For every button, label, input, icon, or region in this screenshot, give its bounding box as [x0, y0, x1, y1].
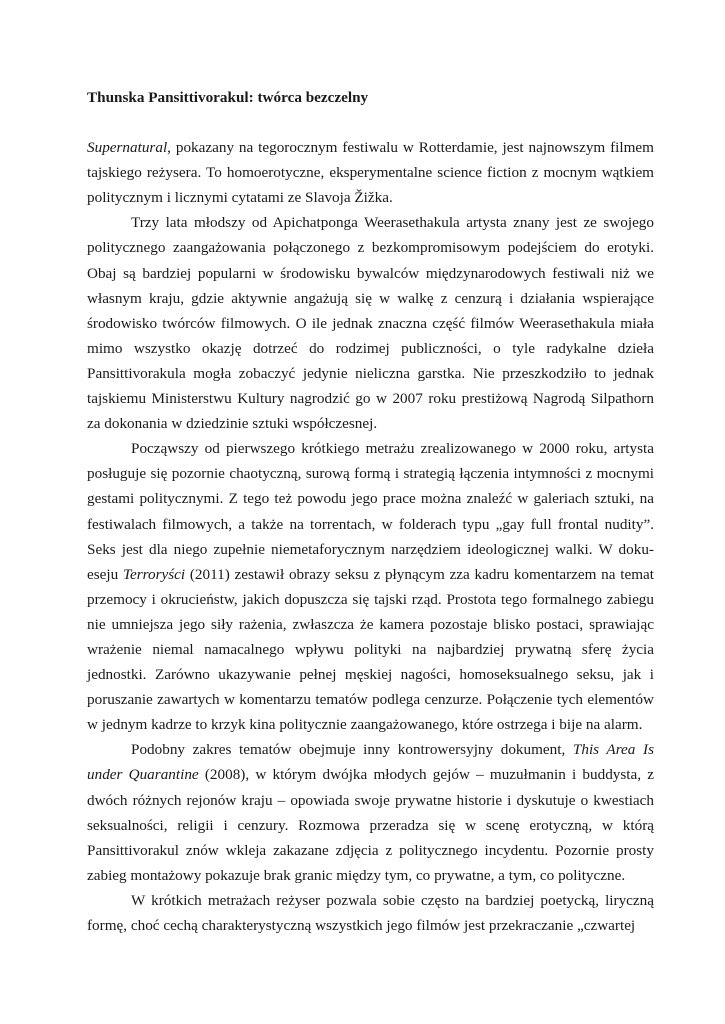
paragraph-1	[87, 135, 654, 210]
paragraph-4-text-b: (2008), w którym dwójka młodych gejów – muzułmanin i buddysta, z dwóch różnych rejonów kraju – opowiada swoje prywatne historie i dyskutuje o kwestiach seksualności, religii i cenzury. Rozmowa przeradza się w scenę erotyczną, w którą Pansittivorakul znów wkleja zakazane zdjęcia z politycznego incydentu. Pozornie prosty zabieg montażowy pokazuje brak granic między tym, co prywatne, a tym, co polityczne.	[87, 766, 654, 884]
paragraph-1-text: , pokazany na tegorocznym festiwalu w Rotterdamie, jest najnowszym filmem tajskiego reżysera. To homoerotyczne, eksperymentalne science fiction z mocnym wątkiem politycznym i licznymi cytatami ze Slavoja Žižka.	[87, 139, 654, 207]
paragraph-4	[87, 737, 654, 888]
film-title-terrorysci: Terroryści	[122, 565, 186, 583]
paragraph-3-text-a: Począwszy od pierwszego krótkiego metrażu zrealizowanego w 2000 roku, artysta posługuje się pozornie chaotyczną, surową formą i strategią łączenia intymności z mocnymi gestami politycznymi. Z tego też powodu jego prace można znaleźć w galeriach sztuki, na festiwalach filmowych, a także na torrentach, w folderach typu „gay full frontal nudity”. Seks jest dla niego zupełnie niemetaforycznym narzędziem ideologicznej walki. W doku-eseju	[87, 440, 654, 583]
film-title-quarantine: This Area Is under Quarantine	[87, 741, 654, 784]
paragraph-4-text-a: Podobny zakres tematów obejmuje inny kontrowersyjny dokument,	[131, 741, 573, 759]
paragraph-3-text-b: (2011) zestawił obrazy seksu z płynącym zza kadru komentarzem na temat przemocy i okrucieństw, jakich dopuszcza się tajski rząd. Prostota tego formalnego zabiegu nie umniejsza jego siły rażenia, zwłaszcza że kamera pozostaje blisko postaci, sprawiając wrażenie niemal namacalnego wpływu polityki na najbardziej prywatną sferę życia jednostki. Zarówno ukazywanie pełnej męskiej nagości, homoseksualnego seksu, jak i poruszanie zawartych w komentarzu tematów podlega cenzurze. Połączenie tych elementów w jednym kadrze to krzyk kina politycznie zaangażowanego, które ostrzega i bije na alarm.	[87, 565, 654, 734]
paragraph-5: W krótkich metrażach reżyser pozwala sobie często na bardziej poetycką, liryczną formę, choć cechą charakterystyczną wszystkich jego filmów jest przekraczanie „czwartej	[87, 891, 654, 934]
paragraph-3	[87, 436, 654, 737]
article-title: Thunska Pansittivorakul: twórca bezczelny	[87, 89, 369, 106]
paragraph-2: Trzy lata młodszy od Apichatponga Weerasethakula artysta znany jest ze swojego politycznego zaangażowania połączonego z bezkompromisowym podejściem do erotyki. Obaj są bardziej popularni w środowisku bywalców międzynarodowych festiwali niż we własnym kraju, gdzie aktywnie angażują się w walkę z cenzurą i działania wspierające środowisko twórców filmowych. O ile jednak znaczna część filmów Weerasethakula miała mimo wszystko okazję dotrzeć do rodzimej publiczności, o tyle radykalne dzieła Pansittivorakula mogła zobaczyć jedynie nieliczna garstka. Nie przeszkodziło to jednak tajskiemu Ministerstwu Kultury nagrodzić go w 2007 roku prestiżową Nagrodą Silpathorn za dokonania w dziedzinie sztuki współczesnej.	[87, 214, 654, 433]
document-body	[87, 85, 654, 938]
film-title-supernatural: Supernatural	[87, 139, 168, 157]
